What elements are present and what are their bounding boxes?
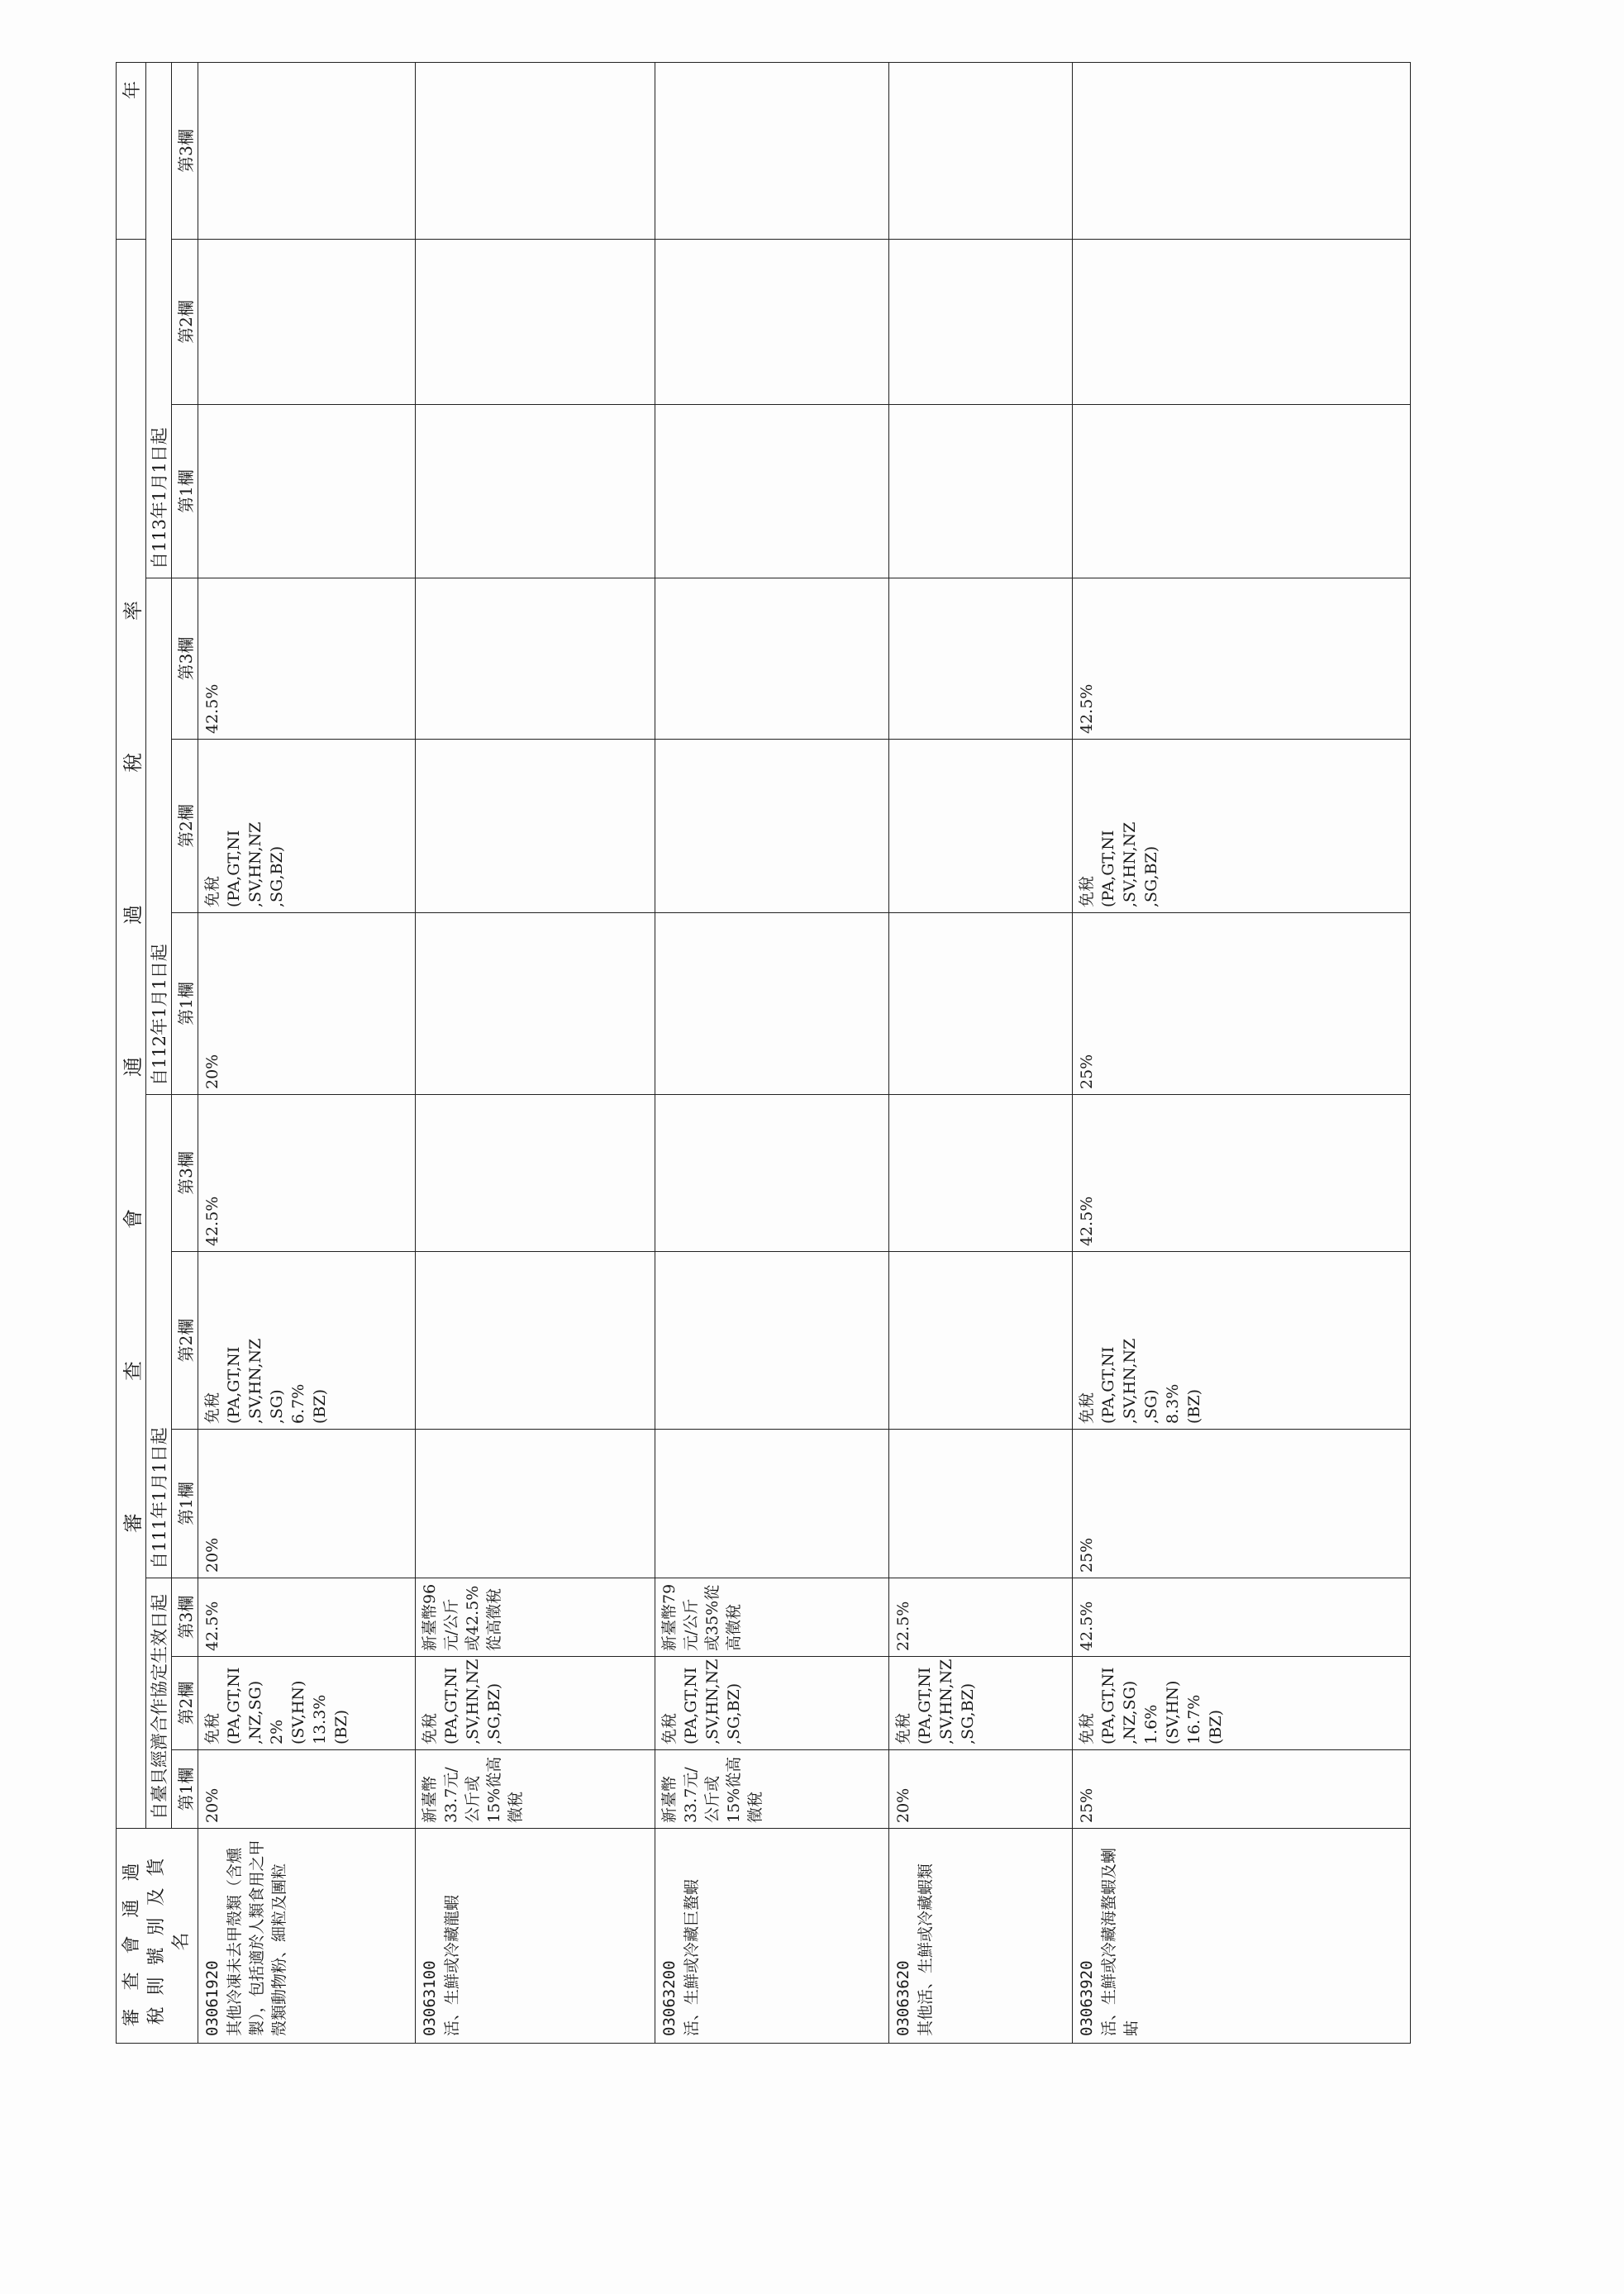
goods-name: 活、生鮮或冷藏海螯蝦及蝲蛄 [1100, 1847, 1141, 2036]
rate-cell-p2-c1: 20% [198, 1430, 416, 1578]
rate-cell-p1-c3: 42.5% [1073, 1578, 1411, 1657]
col-label-p1-c2: 第2欄 [172, 1657, 198, 1750]
tariff-code: 03063100 [421, 1960, 439, 2036]
rate-cell-p2-c2 [655, 1252, 889, 1430]
header-line2: 稅則號別及貨名 [146, 1846, 192, 2025]
rate-cell-p2-c3 [655, 1095, 889, 1252]
rate-cell-p3-c3: 42.5% [198, 578, 416, 740]
col-label-p3-c3: 第3欄 [172, 578, 198, 740]
rate-cell-p4-c2 [655, 239, 889, 404]
rate-cell-p2-c2: 免稅 (PA,GT,NI ,SV,HN,NZ ,SG) 8.3% (BZ) [1073, 1252, 1411, 1430]
rotated-tariff-table [116, 63, 1403, 2044]
col-label-p2-c3: 第3欄 [172, 1095, 198, 1252]
tariff-row [889, 62, 1073, 2043]
rate-cell-p1-c3: 42.5% [198, 1578, 416, 1657]
col-label-p2-c1: 第1欄 [172, 1430, 198, 1578]
rate-cell-p3-c2: 免稅 (PA,GT,NI ,SV,HN,NZ ,SG,BZ) [198, 740, 416, 913]
year-label: 年 [117, 62, 146, 239]
rate-cell-p4-c3 [416, 62, 655, 239]
rate-cell-p2-c1 [416, 1430, 655, 1578]
rate-cell-p3-c2: 免稅 (PA,GT,NI ,SV,HN,NZ ,SG,BZ) [1073, 740, 1411, 913]
goods-name: 活、生鮮或冷藏龍蝦 [443, 1894, 461, 2036]
goods-name: 其他活、生鮮或冷藏蝦類 [917, 1863, 935, 2036]
rate-cell-p2-c2: 免稅 (PA,GT,NI ,SV,HN,NZ ,SG) 6.7% (BZ) [198, 1252, 416, 1430]
rate-cell-p1-c1: 20% [889, 1750, 1073, 1829]
rate-cell-p3-c1 [655, 913, 889, 1095]
rate-cell-p1-c2: 免稅 (PA,GT,NI ,SV,HN,NZ ,SG,BZ) [655, 1657, 889, 1750]
rate-cell-p3-c3 [655, 578, 889, 740]
rate-cell-p2-c1 [889, 1430, 1073, 1578]
rate-cell-p3-c3 [416, 578, 655, 740]
rate-cell-p4-c1 [198, 405, 416, 578]
rate-cell-p4-c1 [889, 405, 1073, 578]
rate-cell-p1-c1: 新臺幣 33.7元/ 公斤或 15%從高 徵稅 [416, 1750, 655, 1829]
rate-cell-p3-c2 [889, 740, 1073, 913]
tariff-row [198, 62, 416, 2043]
rate-cell-p3-c3: 42.5% [1073, 578, 1411, 740]
rate-cell-p4-c3 [198, 62, 416, 239]
goods-cell [416, 1829, 655, 2044]
col-label-p4-c1: 第1欄 [172, 405, 198, 578]
rate-cell-p2-c3: 42.5% [198, 1095, 416, 1252]
rate-cell-p4-c2 [1073, 239, 1411, 404]
rate-cell-p1-c3: 22.5% [889, 1578, 1073, 1657]
period-header-1: 自臺貝經濟合作協定生效日起 [146, 1578, 172, 1829]
rate-cell-p1-c1: 25% [1073, 1750, 1411, 1829]
rate-cell-p4-c1 [655, 405, 889, 578]
rate-cell-p4-c1 [416, 405, 655, 578]
rate-cell-p1-c2: 免稅 (PA,GT,NI ,NZ,SG) 1.6% (SV,HN) 16.7% (BZ) [1073, 1657, 1411, 1750]
period-header-2: 自111年1月1日起 [146, 1095, 172, 1578]
col-label-p4-c3: 第3欄 [172, 62, 198, 239]
rate-cell-p2-c1 [655, 1430, 889, 1578]
tariff-row [416, 62, 655, 2043]
col-label-p1-c3: 第3欄 [172, 1578, 198, 1657]
col-label-p4-c2: 第2欄 [172, 239, 198, 404]
rate-cell-p2-c2 [889, 1252, 1073, 1430]
period-header-3: 自112年1月1日起 [146, 578, 172, 1095]
rate-cell-p3-c3 [889, 578, 1073, 740]
rate-cell-p3-c1 [889, 913, 1073, 1095]
rate-cell-p1-c1: 新臺幣 33.7元/ 公斤或 15%從高 徵稅 [655, 1750, 889, 1829]
col-label-p3-c2: 第2欄 [172, 740, 198, 913]
rate-cell-p3-c1: 25% [1073, 913, 1411, 1095]
rate-cell-p1-c2: 免稅 (PA,GT,NI ,SV,HN,NZ ,SG,BZ) [889, 1657, 1073, 1750]
tariff-code: 03061920 [203, 1960, 221, 2036]
tariff-code: 03063620 [894, 1960, 912, 2036]
rate-cell-p3-c2 [655, 740, 889, 913]
col-label-p2-c2: 第2欄 [172, 1252, 198, 1430]
tariff-table [116, 62, 1411, 2044]
rate-cell-p2-c1: 25% [1073, 1430, 1411, 1578]
period-header-4: 自113年1月1日起 [146, 62, 172, 578]
goods-cell [655, 1829, 889, 2044]
rate-cell-p3-c1: 20% [198, 913, 416, 1095]
col-label-p1-c1: 第1欄 [172, 1750, 198, 1829]
rate-cell-p4-c3 [655, 62, 889, 239]
rate-cell-p4-c2 [416, 239, 655, 404]
tariff-code: 03063200 [660, 1960, 679, 2036]
rate-cell-p4-c3 [889, 62, 1073, 239]
rate-cell-p1-c2: 免稅 (PA,GT,NI ,NZ,SG) 2% (SV,HN) 13.3% (BZ) [198, 1657, 416, 1750]
goods-cell [889, 1829, 1073, 2044]
rate-cell-p2-c3: 42.5% [1073, 1095, 1411, 1252]
col-label-p3-c1: 第1欄 [172, 913, 198, 1095]
rate-cell-p1-c3: 新臺幣79 元/公斤 或35%從 高徵稅 [655, 1578, 889, 1657]
rate-cell-p2-c2 [416, 1252, 655, 1430]
goods-cell [1073, 1829, 1411, 2044]
goods-column-header [117, 1829, 198, 2044]
tariff-code: 03063920 [1078, 1960, 1096, 2036]
rate-cell-p1-c1: 20% [198, 1750, 416, 1829]
goods-name: 活、生鮮或冷藏巨螯蝦 [683, 1878, 701, 2036]
rate-cell-p2-c3 [416, 1095, 655, 1252]
tariff-row [655, 62, 889, 2043]
header-line1: 審查會通過 [121, 1844, 142, 2027]
rate-cell-p1-c2: 免稅 (PA,GT,NI ,SV,HN,NZ ,SG,BZ) [416, 1657, 655, 1750]
goods-cell [198, 1829, 416, 2044]
main-title: 審查會通過稅率 [117, 239, 146, 1828]
goods-name: 其他冷凍未去甲殼類（含燻製），包括適於人類食用之甲殼類動物粉、細粒及團粒 [226, 1839, 288, 2036]
rate-cell-p1-c3: 新臺幣96 元/公斤 或42.5% 從高徵稅 [416, 1578, 655, 1657]
rate-cell-p4-c2 [198, 239, 416, 404]
rate-cell-p4-c3 [1073, 62, 1411, 239]
rate-cell-p3-c1 [416, 913, 655, 1095]
rate-cell-p2-c3 [889, 1095, 1073, 1252]
rate-cell-p4-c1 [1073, 405, 1411, 578]
rate-cell-p3-c2 [416, 740, 655, 913]
rate-cell-p4-c2 [889, 239, 1073, 404]
tariff-row [1073, 62, 1411, 2043]
